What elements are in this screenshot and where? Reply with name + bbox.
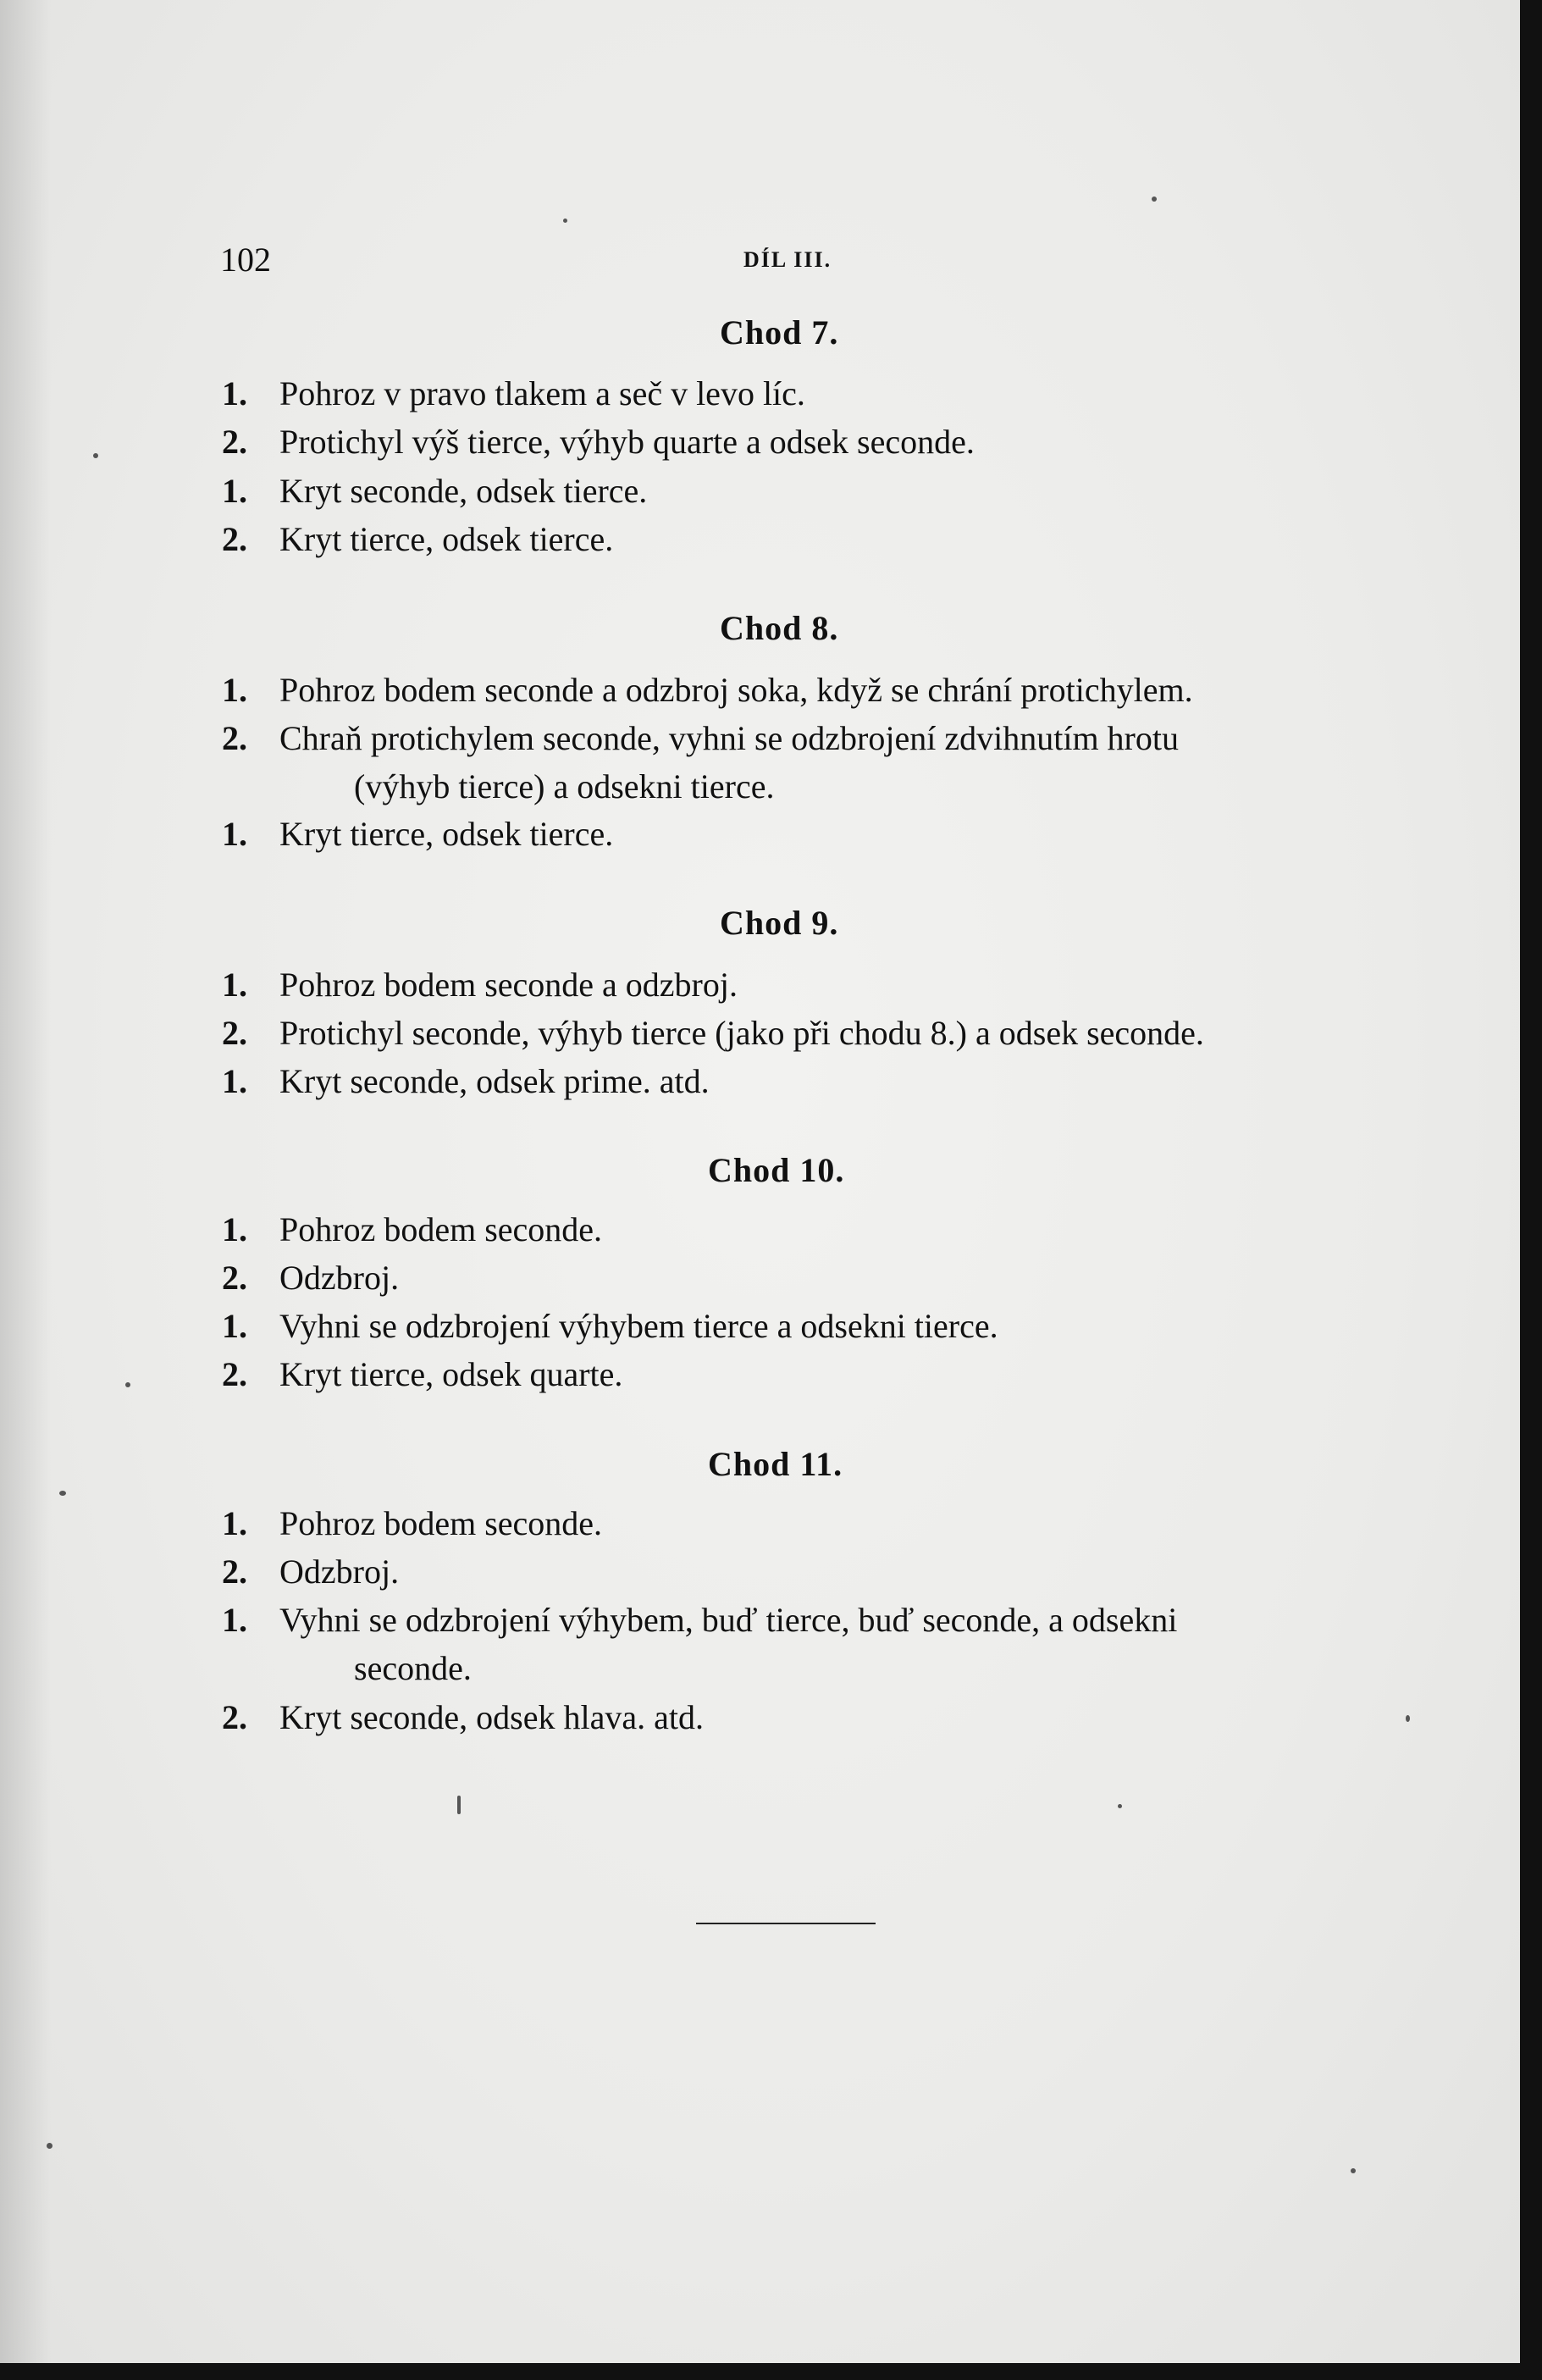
scan-speck	[59, 1491, 66, 1496]
scan-border-bottom	[0, 2363, 1542, 2380]
scan-speck	[1406, 1715, 1410, 1722]
section-title-chod-9: Chod 9.	[720, 904, 839, 942]
running-head: DÍL III.	[743, 247, 832, 272]
scan-speck	[93, 453, 98, 458]
scan-speck	[563, 219, 567, 223]
line-number: 2.	[222, 520, 247, 558]
scan-speck	[125, 1382, 130, 1387]
line-number: 1.	[222, 472, 247, 510]
line-number: 2.	[222, 1014, 247, 1052]
line-text: Protichyl seconde, výhyb tierce (jako při chodu 8.) a odsek seconde.	[279, 1014, 1204, 1052]
line-text: Vyhni se odzbrojení výhybem, buď tierce, buď seconde, a odsekni	[279, 1601, 1178, 1639]
line-continuation: seconde.	[354, 1649, 472, 1687]
section-title-chod-10: Chod 10.	[708, 1151, 845, 1189]
line-number: 1.	[222, 1601, 247, 1639]
scan-speck	[457, 1796, 461, 1814]
line-number: 1.	[222, 1307, 247, 1345]
scan-speck	[1351, 2168, 1356, 2173]
line-text: Chraň protichylem seconde, vyhni se odzbrojení zdvihnutím hrotu	[279, 719, 1179, 757]
line-text: Odzbroj.	[279, 1259, 400, 1297]
line-text: Pohroz bodem seconde.	[279, 1210, 603, 1248]
line-text: Vyhni se odzbrojení výhybem tierce a odsekni tierce.	[279, 1307, 998, 1345]
scan-speck	[1152, 196, 1157, 202]
line-number: 2.	[222, 719, 247, 757]
line-continuation: (výhyb tierce) a odsekni tierce.	[354, 767, 775, 805]
line-number: 1.	[222, 966, 247, 1004]
section-title-chod-7: Chod 7.	[720, 313, 839, 351]
page-edge-shadow	[0, 0, 51, 2363]
scan-speck	[1118, 1804, 1122, 1808]
section-title-chod-8: Chod 8.	[720, 609, 839, 647]
line-text: Pohroz bodem seconde.	[279, 1504, 603, 1542]
line-text: Kryt tierce, odsek quarte.	[279, 1355, 623, 1393]
line-text: Kryt tierce, odsek tierce.	[279, 520, 614, 558]
line-text: Kryt tierce, odsek tierce.	[279, 815, 614, 853]
line-number: 2.	[222, 423, 247, 461]
line-text: Pohroz v pravo tlakem a seč v levo líc.	[279, 374, 805, 412]
line-text: Pohroz bodem seconde a odzbroj.	[279, 966, 738, 1004]
line-number: 2.	[222, 1553, 247, 1591]
line-text: Protichyl výš tierce, výhyb quarte a odsek seconde.	[279, 423, 975, 461]
line-number: 2.	[222, 1259, 247, 1297]
line-number: 1.	[222, 1504, 247, 1542]
scan-speck	[47, 2143, 53, 2149]
line-number: 1.	[222, 374, 247, 412]
page-number: 102	[220, 241, 271, 279]
end-rule	[696, 1923, 876, 1924]
line-number: 1.	[222, 815, 247, 853]
line-text: Odzbroj.	[279, 1553, 400, 1591]
line-number: 2.	[222, 1355, 247, 1393]
line-text: Pohroz bodem seconde a odzbroj soka, když se chrání protichylem.	[279, 671, 1193, 709]
line-number: 1.	[222, 1210, 247, 1248]
line-text: Kryt seconde, odsek prime. atd.	[279, 1062, 710, 1100]
line-number: 1.	[222, 1062, 247, 1100]
line-text: Kryt seconde, odsek tierce.	[279, 472, 648, 510]
line-number: 1.	[222, 671, 247, 709]
line-number: 2.	[222, 1698, 247, 1736]
section-title-chod-11: Chod 11.	[708, 1445, 843, 1483]
line-text: Kryt seconde, odsek hlava. atd.	[279, 1698, 704, 1736]
scan-border-right	[1520, 0, 1542, 2380]
